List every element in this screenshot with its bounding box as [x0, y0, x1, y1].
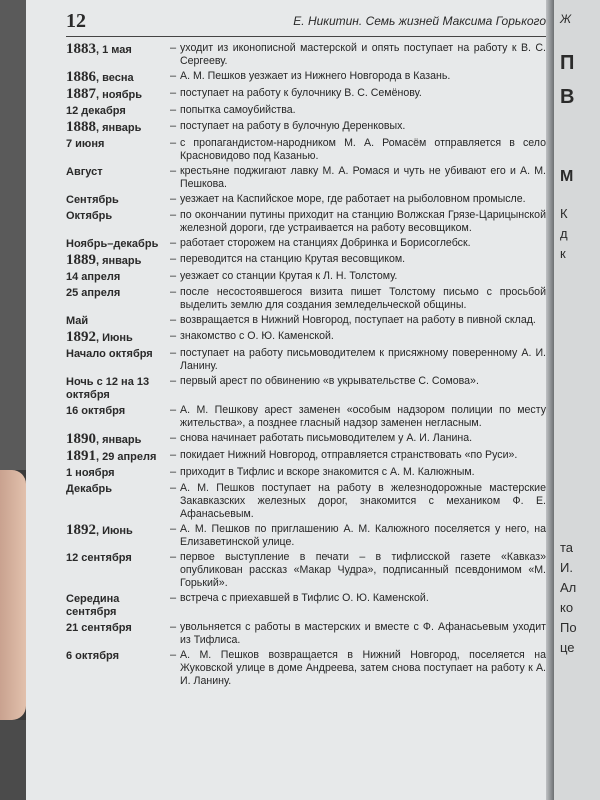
- chronology-entry: [66, 523, 546, 549]
- page-number: 12: [66, 10, 86, 32]
- right-fragment: И.: [560, 560, 573, 575]
- entry-year: 1889: [66, 252, 96, 268]
- running-title: Е. Никитин. Семь жизней Максима Горького: [293, 14, 546, 28]
- entry-dash: –: [170, 330, 177, 342]
- entry-dash: –: [170, 432, 177, 444]
- entry-date: [66, 551, 170, 590]
- chronology-entry: [66, 87, 546, 102]
- right-fragment: та: [560, 540, 574, 555]
- chronology-entry: [66, 193, 546, 207]
- right-fragment: М: [560, 168, 574, 185]
- entry-date: [66, 375, 170, 402]
- entry-date: [66, 330, 170, 345]
- entry-dash: –: [170, 120, 177, 132]
- page-header: [66, 8, 546, 37]
- entry-date-text: 14 апреля: [66, 271, 121, 283]
- entry-date: [66, 523, 170, 549]
- entry-dash: –: [170, 466, 177, 478]
- right-fragment: д: [560, 226, 568, 241]
- entry-text: увольняется с работы в мастерских и вместе с Ф. Афанасьевым уходит из Тифлиса.: [180, 621, 546, 646]
- entry-text: уезжает на Каспийское море, где работает на рыболовном промысле.: [180, 193, 526, 205]
- entry-date: [66, 87, 170, 102]
- entry-dash: –: [170, 137, 177, 149]
- entry-text: А. М. Пешков по приглашению А. М. Калюжного поселяется у него, на Елизаветинской улице.: [180, 523, 546, 548]
- entry-date: [66, 209, 170, 235]
- right-fragment: По: [560, 620, 577, 635]
- right-fragment: к: [560, 246, 566, 261]
- entry-dash: –: [170, 193, 177, 205]
- chronology-entry: [66, 137, 546, 163]
- entry-text: возвращается в Нижний Новгород, поступает на работу в пивной склад.: [180, 314, 536, 326]
- entry-date: [66, 482, 170, 521]
- entry-year: 1892: [66, 329, 96, 345]
- chronology-entry: [66, 42, 546, 68]
- right-fragment: ко: [560, 600, 574, 615]
- entry-text: уходит из иконописной мастерской и опять поступает на работу к В. С. Сергееву.: [180, 42, 546, 67]
- entry-text: попытка самоубийства.: [180, 104, 296, 116]
- entry-text: первое выступление в печати – в тифлисской газете «Кавказ» опубликован рассказ «Макар Чудра», подписанный псевдонимом «М. Горький».: [180, 551, 546, 589]
- entry-text: поступает на работу к булочнику В. С. Семёнову.: [180, 87, 422, 99]
- chronology-list: [66, 42, 546, 690]
- entry-date-text: , январь: [96, 434, 142, 446]
- entry-year: 1888: [66, 119, 96, 135]
- entry-date: [66, 432, 170, 447]
- entry-date: [66, 286, 170, 312]
- entry-dash: –: [170, 87, 177, 99]
- chronology-entry: [66, 270, 546, 284]
- entry-date-text: , Июнь: [96, 525, 133, 537]
- entry-date: [66, 104, 170, 118]
- entry-date-text: Ночь с 12 на 13 октября: [66, 376, 150, 401]
- entry-text: по окончании путины приходит на станцию Волжская Грязе-Царицынской железной дороги, где устраивается на работу весовщиком.: [180, 209, 546, 234]
- entry-dash: –: [170, 253, 177, 265]
- entry-date-text: 1 ноября: [66, 467, 115, 479]
- entry-date: [66, 270, 170, 284]
- right-page: [554, 0, 600, 800]
- entry-year: 1892: [66, 522, 96, 538]
- entry-date: [66, 404, 170, 430]
- entry-year: 1891: [66, 448, 96, 464]
- entry-dash: –: [170, 347, 177, 359]
- entry-date: [66, 137, 170, 163]
- entry-date: [66, 592, 170, 619]
- entry-dash: –: [170, 621, 177, 633]
- entry-dash: –: [170, 42, 177, 54]
- entry-date-text: 21 сентября: [66, 622, 132, 634]
- entry-dash: –: [170, 404, 177, 416]
- chronology-entry: [66, 621, 546, 647]
- background-edge-bottom: [0, 720, 26, 800]
- right-fragment: це: [560, 640, 575, 655]
- entry-date: [66, 314, 170, 328]
- entry-date-text: Ноябрь–декабрь: [66, 238, 159, 250]
- entry-date-text: 7 июня: [66, 138, 105, 150]
- book-gutter: [546, 0, 554, 800]
- chronology-entry: [66, 165, 546, 191]
- entry-year: 1883: [66, 41, 96, 57]
- left-page: [26, 0, 546, 800]
- entry-text: крестьяне поджигают лавку М. А. Ромася и чуть не убивают его и А. М. Пешкова.: [180, 165, 546, 190]
- chronology-entry: [66, 449, 546, 464]
- entry-dash: –: [170, 70, 177, 82]
- chronology-entry: [66, 253, 546, 268]
- chronology-entry: [66, 314, 546, 328]
- entry-dash: –: [170, 482, 177, 494]
- entry-text: с пропагандистом-народником М. А. Ромасём отправляется в село Красновидово под Казанью.: [180, 137, 546, 162]
- entry-text: уезжает со станции Крутая к Л. Н. Толстому.: [180, 270, 398, 282]
- entry-date-text: Декабрь: [66, 483, 112, 495]
- entry-date: [66, 449, 170, 464]
- entry-text: первый арест по обвинению «в укрывательстве С. Сомова».: [180, 375, 479, 387]
- entry-dash: –: [170, 237, 177, 249]
- entry-dash: –: [170, 286, 177, 298]
- entry-date-text: 6 октября: [66, 650, 119, 662]
- entry-date-text: Август: [66, 166, 103, 178]
- background-edge: [0, 0, 26, 470]
- right-fragment: Ал: [560, 580, 577, 595]
- entry-dash: –: [170, 165, 177, 177]
- entry-year: 1886: [66, 69, 96, 85]
- entry-dash: –: [170, 551, 177, 563]
- chronology-entry: [66, 209, 546, 235]
- entry-date-text: , январь: [96, 122, 142, 134]
- right-fragment: К: [560, 206, 568, 221]
- entry-date: [66, 466, 170, 480]
- chronology-entry: [66, 286, 546, 312]
- entry-text: знакомство с О. Ю. Каменской.: [180, 330, 334, 342]
- entry-date: [66, 42, 170, 68]
- entry-date-text: 12 сентября: [66, 552, 132, 564]
- entry-date-text: , 1 мая: [96, 44, 132, 56]
- entry-date-text: , январь: [96, 255, 142, 267]
- right-fragment: Ж: [560, 12, 572, 26]
- entry-dash: –: [170, 270, 177, 282]
- entry-date-text: , ноябрь: [96, 89, 143, 101]
- entry-text: приходит в Тифлис и вскоре знакомится с А. М. Калюжным.: [180, 466, 475, 478]
- entry-text: поступает на работу в булочную Деренковых.: [180, 120, 406, 132]
- entry-dash: –: [170, 375, 177, 387]
- entry-date-text: Начало октября: [66, 348, 153, 360]
- entry-date-text: 25 апреля: [66, 287, 121, 299]
- entry-date: [66, 70, 170, 85]
- chronology-entry: [66, 404, 546, 430]
- chronology-entry: [66, 649, 546, 688]
- entry-year: 1887: [66, 86, 96, 102]
- entry-date: [66, 237, 170, 251]
- right-fragment: П: [560, 52, 575, 74]
- entry-text: встреча с приехавшей в Тифлис О. Ю. Каменской.: [180, 592, 429, 604]
- entry-date-text: Май: [66, 315, 89, 327]
- chronology-entry: [66, 330, 546, 345]
- entry-date-text: , Июнь: [96, 332, 133, 344]
- entry-date: [66, 253, 170, 268]
- entry-date-text: 16 октября: [66, 405, 126, 417]
- entry-date-text: , 29 апреля: [96, 451, 157, 463]
- entry-year: 1890: [66, 431, 96, 447]
- chronology-entry: [66, 551, 546, 590]
- entry-text: А. М. Пешков поступает на работу в железнодорожные мастерские Закавказских железных дорог, знакомится с механиком Ф. Е. Афанасьевым.: [180, 482, 546, 520]
- entry-date: [66, 649, 170, 688]
- entry-text: после несостоявшегося визита пишет Толстому письмо с просьбой выделить землю для создания земледельческой общины.: [180, 286, 546, 311]
- entry-date-text: Середина сентября: [66, 593, 120, 618]
- entry-text: снова начинает работать письмоводителем у А. И. Ланина.: [180, 432, 473, 444]
- entry-text: работает сторожем на станциях Добринка и Борисоглебск.: [180, 237, 471, 249]
- chronology-entry: [66, 432, 546, 447]
- chronology-entry: [66, 375, 546, 402]
- entry-text: А. М. Пешков возвращается в Нижний Новгород, поселяется на Жуковской улице в доме Андреева, затем снова поступает на работу к А. И. Ланину.: [180, 649, 546, 687]
- entry-dash: –: [170, 449, 177, 461]
- entry-date: [66, 120, 170, 135]
- chronology-entry: [66, 70, 546, 85]
- entry-date: [66, 621, 170, 647]
- entry-text: поступает на работу письмоводителем к присяжному поверенному А. И. Ланину.: [180, 347, 546, 372]
- entry-dash: –: [170, 209, 177, 221]
- entry-date-text: Сентябрь: [66, 194, 119, 206]
- entry-dash: –: [170, 314, 177, 326]
- chronology-entry: [66, 466, 546, 480]
- right-fragment: В: [560, 86, 575, 108]
- entry-dash: –: [170, 104, 177, 116]
- chronology-entry: [66, 347, 546, 373]
- chronology-entry: [66, 104, 546, 118]
- entry-date-text: , весна: [96, 72, 134, 84]
- entry-date: [66, 165, 170, 191]
- entry-text: А. М. Пешков уезжает из Нижнего Новгорода в Казань.: [180, 70, 451, 82]
- entry-text: А. М. Пешкову арест заменен «особым надзором полиции по месту жительства», а позднее гласный надзор заменен негласным.: [180, 404, 546, 429]
- chronology-entry: [66, 592, 546, 619]
- entry-dash: –: [170, 592, 177, 604]
- chronology-entry: [66, 120, 546, 135]
- entry-dash: –: [170, 523, 177, 535]
- entry-date-text: Октябрь: [66, 210, 113, 222]
- chronology-entry: [66, 482, 546, 521]
- entry-text: переводится на станцию Крутая весовщиком.: [180, 253, 406, 265]
- entry-date-text: 12 декабря: [66, 105, 126, 117]
- chronology-entry: [66, 237, 546, 251]
- thumb: [0, 470, 26, 720]
- entry-dash: –: [170, 649, 177, 661]
- entry-date: [66, 347, 170, 373]
- entry-date: [66, 193, 170, 207]
- entry-text: покидает Нижний Новгород, отправляется странствовать «по Руси».: [180, 449, 518, 461]
